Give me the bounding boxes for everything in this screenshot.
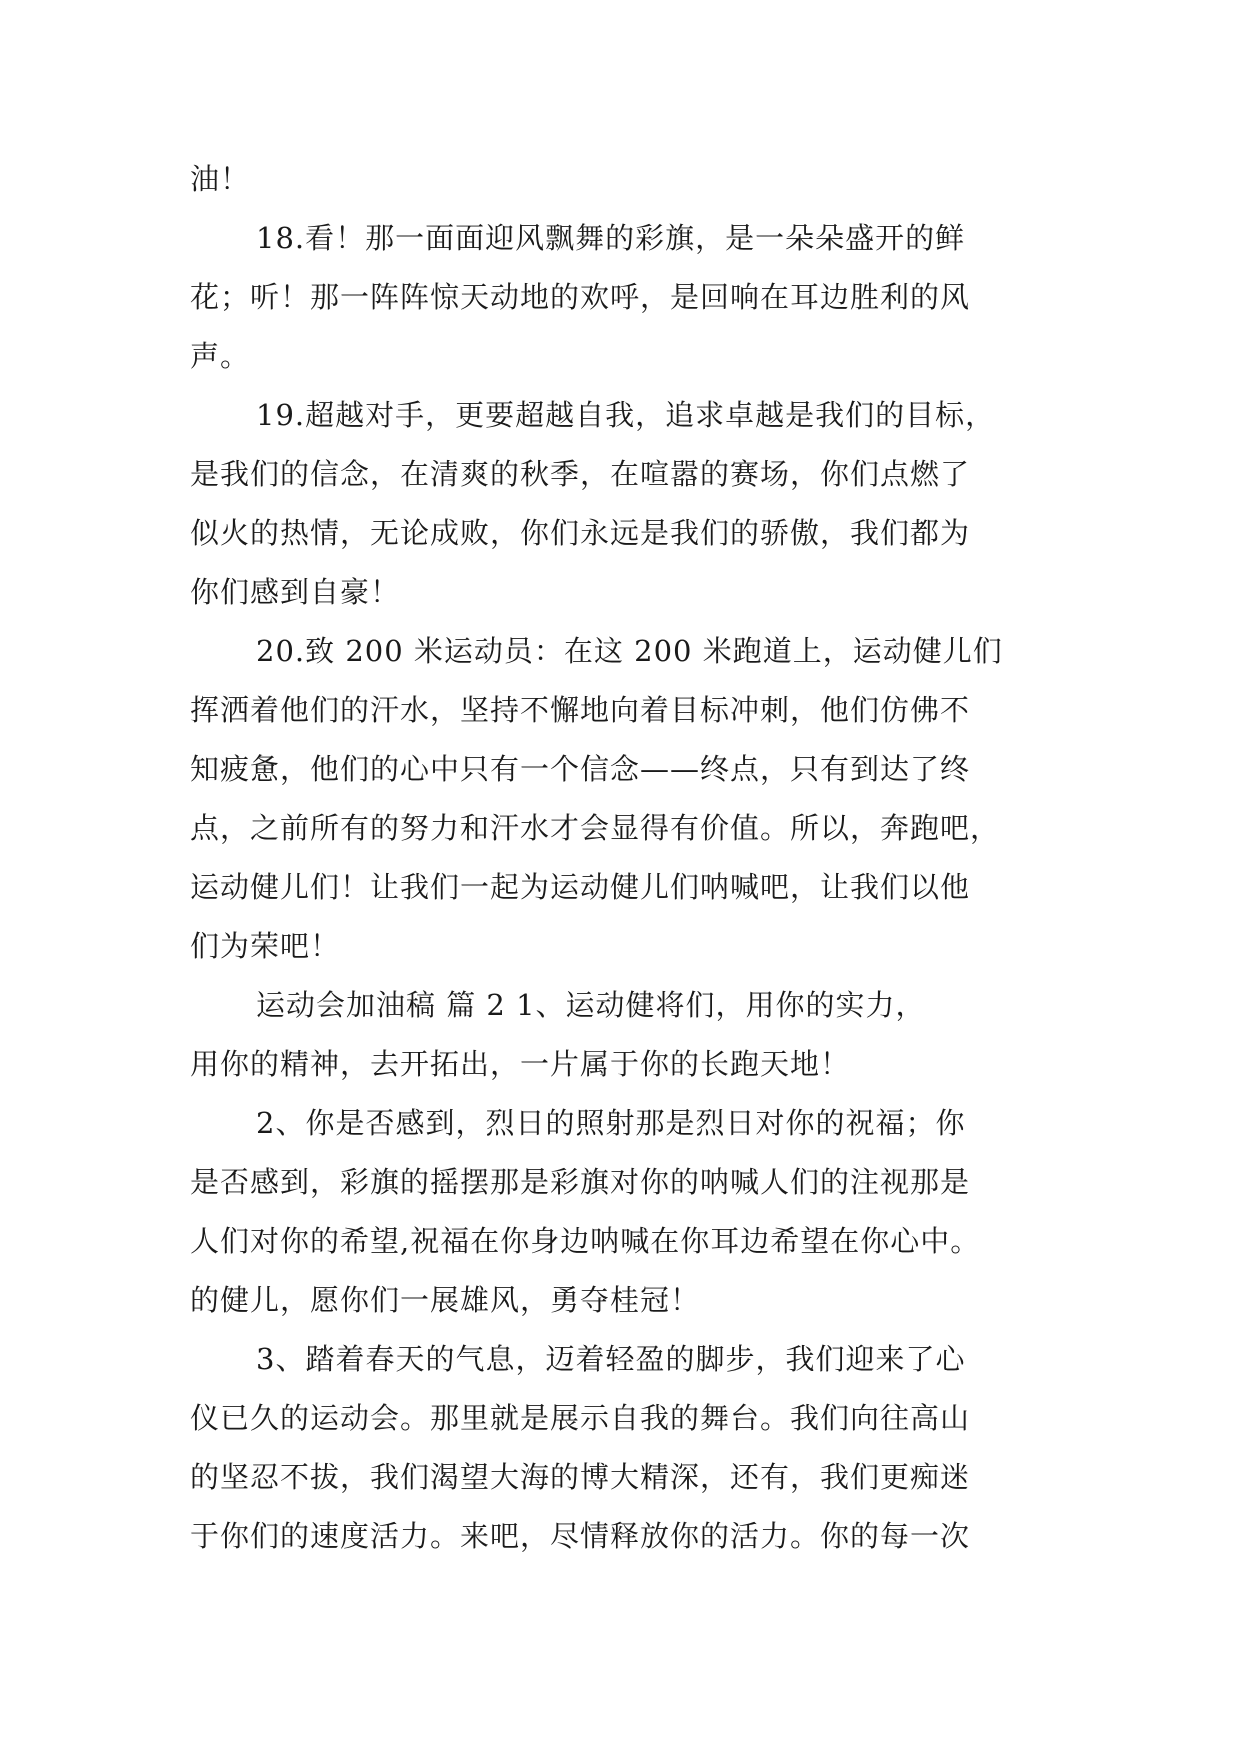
text-line: 油！: [190, 162, 251, 196]
text-line: 19.超越对手，更要超越自我，追求卓越是我们的目标，: [256, 398, 996, 432]
paragraph-item-20: [190, 622, 1070, 976]
text-line: 仪已久的运动会。那里就是展示自我的舞台。我们向往高山: [190, 1401, 971, 1435]
text-line: 运动健儿们！让我们一起为运动健儿们呐喊吧，让我们以他: [190, 870, 971, 904]
paragraph-item-2: [190, 1094, 1070, 1330]
section-heading-paragraph: [190, 976, 1070, 1094]
text-line: 3、踏着春天的气息，迈着轻盈的脚步，我们迎来了心: [256, 1342, 966, 1376]
text-line: 挥洒着他们的汗水，坚持不懈地向着目标冲刺，他们仿佛不: [190, 693, 971, 727]
text-line: 声。: [190, 339, 251, 373]
text-line: 人们对你的希望,祝福在你身边呐喊在你耳边希望在你心中。: [190, 1224, 981, 1258]
text-line: 你们感到自豪！: [190, 575, 401, 609]
text-line: 2、你是否感到，烈日的照射那是烈日对你的祝福；你: [256, 1106, 966, 1140]
text-line: 们为荣吧！: [190, 929, 341, 963]
text-line: 于你们的速度活力。来吧，尽情释放你的活力。你的每一次: [190, 1519, 971, 1553]
text-line: 似火的热情，无论成败，你们永远是我们的骄傲，我们都为: [190, 516, 971, 550]
text-line: 点，之前所有的努力和汗水才会显得有价值。所以，奔跑吧，: [190, 811, 1001, 845]
paragraph-item-3: [190, 1330, 1070, 1566]
paragraph-continuation: [190, 150, 1070, 209]
text-line: 是我们的信念，在清爽的秋季，在喧嚣的赛场，你们点燃了: [190, 457, 971, 491]
text-line: 运动会加油稿 篇 2 1、运动健将们，用你的实力，: [256, 988, 926, 1022]
paragraph-item-18: [190, 209, 1070, 386]
document-body: [190, 150, 1070, 1566]
text-line: 花；听！那一阵阵惊天动地的欢呼，是回响在耳边胜利的风: [190, 280, 971, 314]
text-line: 是否感到，彩旗的摇摆那是彩旗对你的呐喊人们的注视那是: [190, 1165, 971, 1199]
text-line: 20.致 200 米运动员：在这 200 米跑道上，运动健儿们: [256, 634, 1003, 668]
text-line: 18.看！那一面面迎风飘舞的彩旗，是一朵朵盛开的鲜: [256, 221, 966, 255]
text-line: 的健儿，愿你们一展雄风，勇夺桂冠！: [190, 1283, 701, 1317]
paragraph-item-19: [190, 386, 1070, 622]
text-line: 知疲惫，他们的心中只有一个信念——终点，只有到达了终: [190, 752, 971, 786]
text-line: 的坚忍不拔，我们渴望大海的博大精深，还有，我们更痴迷: [190, 1460, 971, 1494]
text-line: 用你的精神，去开拓出，一片属于你的长跑天地！: [190, 1047, 851, 1081]
